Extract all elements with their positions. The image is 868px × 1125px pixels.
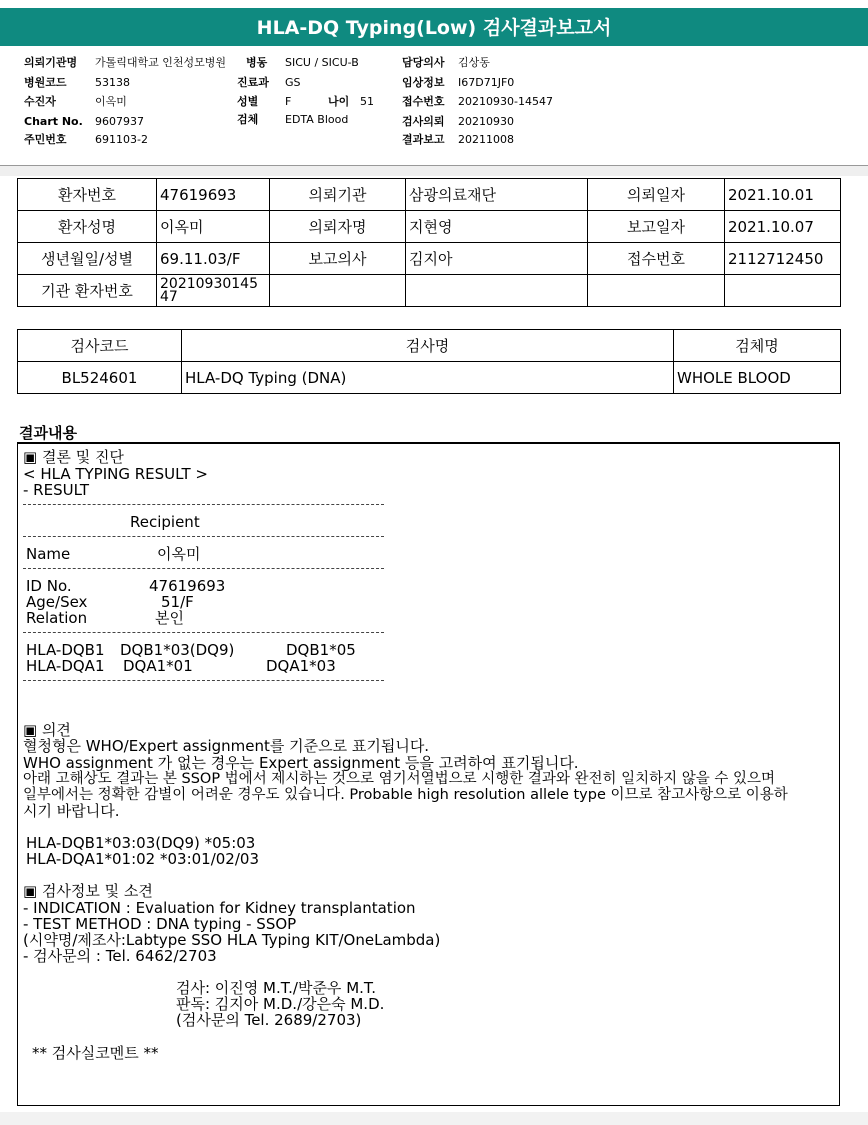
opinion-line: 시기 바랍니다. — [23, 802, 120, 820]
hospital-value: 가톨릭대학교 인천성모병원 — [95, 56, 227, 69]
patient-info-table — [17, 178, 841, 307]
table-cell: 의뢰기관 — [270, 179, 406, 211]
test-method: - TEST METHOD : DNA typing - SSOP — [23, 915, 297, 933]
table-cell: 2112712450 — [725, 243, 841, 275]
table-cell: 이옥미 — [157, 211, 270, 243]
result-label: - RESULT — [23, 481, 90, 499]
opinion-line: 일부에서는 정확한 감별이 어려운 경우도 있습니다. Probable high resolution allele type 이므로 참고사항으로 이용하 — [23, 787, 788, 803]
tester: 검사: 이진영 M.T./박준우 M.T. — [176, 979, 377, 997]
table-cell — [270, 275, 406, 307]
table-cell: 보고일자 — [588, 211, 725, 243]
table-cell: HLA-DQ Typing (DNA) — [182, 362, 674, 394]
table-cell: BL524601 — [18, 362, 182, 394]
ward-label: 병동 — [246, 56, 268, 69]
table-cell: 2021.10.07 — [725, 211, 841, 243]
specimen-label: 검체 — [237, 113, 259, 126]
column-header: 검체명 — [674, 330, 841, 362]
dqb1-allele-2: DQB1*05 — [286, 641, 356, 659]
high-res-dqb1: HLA-DQB1*03:03(DQ9) *05:03 — [26, 834, 256, 852]
test-info-heading: ▣ 검사정보 및 소견 — [23, 882, 153, 900]
dqa1-allele-1: DQA1*01 — [123, 657, 193, 675]
table-cell: 보고의사 — [270, 243, 406, 275]
receipt-value: 20210930-14547 — [458, 95, 553, 108]
divider — [23, 568, 384, 569]
column-header: 검사명 — [182, 330, 674, 362]
idno-label: 주민번호 — [24, 133, 67, 146]
table-row — [18, 243, 841, 275]
hcode-label: 병원코드 — [24, 76, 67, 89]
lab-comment: ** 검사실코멘트 ** — [32, 1044, 159, 1062]
table-cell: 김지아 — [406, 243, 588, 275]
inst-patient-no-wrap: 47 — [160, 288, 178, 305]
table-cell: 47619693 — [157, 179, 270, 211]
table-cell — [725, 275, 841, 307]
clinical-label: 임상정보 — [402, 76, 445, 89]
table-cell: 환자번호 — [18, 179, 157, 211]
request-label: 검사의뢰 — [402, 115, 445, 128]
name-label: Name — [26, 545, 71, 563]
chart-value: 9607937 — [95, 115, 144, 128]
footer-band — [0, 1112, 868, 1125]
sex-label: 성별 — [237, 95, 259, 108]
contact: - 검사문의 : Tel. 6462/2703 — [23, 947, 217, 965]
doctor-value: 김상동 — [458, 56, 490, 69]
table-row — [18, 275, 841, 307]
table-cell: 환자성명 — [18, 211, 157, 243]
table-cell: WHOLE BLOOD — [674, 362, 841, 394]
table-cell: 지현영 — [406, 211, 588, 243]
contact-2: (검사문의 Tel. 2689/2703) — [176, 1011, 362, 1029]
agesex-label: Age/Sex — [26, 593, 88, 611]
patient-label: 수진자 — [24, 95, 56, 108]
table-cell — [157, 275, 270, 307]
dqb1-allele-1: DQB1*03(DQ9) — [120, 641, 235, 659]
dept-value: GS — [285, 76, 301, 89]
opinion-line: 아래 고해상도 결과는 본 SSOP 법에서 제시하는 것으로 염기서열법으로 시행한 결과와 완전히 일치하지 않을 수 있으며 — [23, 771, 776, 787]
hcode-value: 53138 — [95, 76, 130, 89]
table-cell — [588, 275, 725, 307]
column-header: 검사코드 — [18, 330, 182, 362]
table-cell: 2021.10.01 — [725, 179, 841, 211]
relation-label: Relation — [26, 609, 88, 627]
specimen-value: EDTA Blood — [285, 113, 349, 126]
table-cell: 생년월일/성별 — [18, 243, 157, 275]
dqa1-allele-2: DQA1*03 — [266, 657, 336, 675]
opinion-heading: ▣ 의견 — [23, 721, 71, 739]
typing-result-title: < HLA TYPING RESULT > — [23, 465, 208, 483]
divider — [23, 536, 384, 537]
dqb1-label: HLA-DQB1 — [26, 641, 105, 659]
table-cell — [406, 275, 588, 307]
patient-value: 이옥미 — [95, 95, 127, 108]
name-value: 이옥미 — [157, 545, 201, 563]
reagent: (시약명/제조사:Labtype SSO HLA Typing KIT/OneLambda) — [23, 931, 441, 949]
table-cell: 삼광의료재단 — [406, 179, 588, 211]
separator-band — [0, 166, 868, 176]
divider — [23, 680, 384, 681]
judge: 판독: 김지아 M.D./강은숙 M.D. — [176, 995, 385, 1013]
clinical-value: I67D71JF0 — [458, 76, 515, 89]
hospital-label: 의뢰기관명 — [24, 56, 78, 69]
opinion-line: WHO assignment 가 없는 경우는 Expert assignment 등을 고려하여 표기됩니다. — [23, 754, 579, 772]
table-cell: 기관 환자번호 — [18, 275, 157, 307]
dept-label: 진료과 — [237, 76, 269, 89]
high-res-dqa1: HLA-DQA1*01:02 *03:01/02/03 — [26, 850, 259, 868]
idno-value: 691103-2 — [95, 133, 148, 146]
table-cell: 의뢰일자 — [588, 179, 725, 211]
id-value: 47619693 — [149, 577, 226, 595]
table-cell: 69.11.03/F — [157, 243, 270, 275]
report-title: HLA-DQ Typing(Low) 검사결과보고서 — [0, 8, 868, 46]
age-value: 51 — [360, 95, 374, 108]
doctor-label: 담당의사 — [402, 56, 445, 69]
chart-label: Chart No. — [24, 115, 83, 128]
table-row — [18, 211, 841, 243]
request-value: 20210930 — [458, 115, 514, 128]
report-header — [0, 48, 868, 166]
divider — [23, 632, 384, 633]
table-row — [18, 362, 841, 394]
age-label: 나이 — [328, 95, 350, 108]
inst-patient-no: 20210930145 — [160, 275, 258, 292]
table-cell: 의뢰자명 — [270, 211, 406, 243]
ward-value: SICU / SICU-B — [285, 56, 359, 69]
indication: - INDICATION : Evaluation for Kidney transplantation — [23, 899, 416, 917]
dqa1-label: HLA-DQA1 — [26, 657, 105, 675]
test-info-table — [17, 329, 841, 394]
table-header-row — [18, 330, 841, 362]
sex-value: F — [285, 95, 292, 108]
conclusion-heading: ▣ 결론 및 진단 — [23, 448, 124, 466]
recipient-label: Recipient — [130, 513, 200, 531]
report-value: 20211008 — [458, 133, 514, 146]
id-label: ID No. — [26, 577, 72, 595]
result-section-title: 결과내용 — [19, 424, 77, 442]
divider — [23, 504, 384, 505]
agesex-value: 51/F — [161, 593, 194, 611]
table-cell: 접수번호 — [588, 243, 725, 275]
relation-value: 본인 — [155, 609, 184, 627]
receipt-label: 접수번호 — [402, 95, 445, 108]
report-label: 결과보고 — [402, 133, 445, 146]
table-row — [18, 179, 841, 211]
opinion-line: 혈청형은 WHO/Expert assignment를 기준으로 표기됩니다. — [23, 737, 430, 755]
